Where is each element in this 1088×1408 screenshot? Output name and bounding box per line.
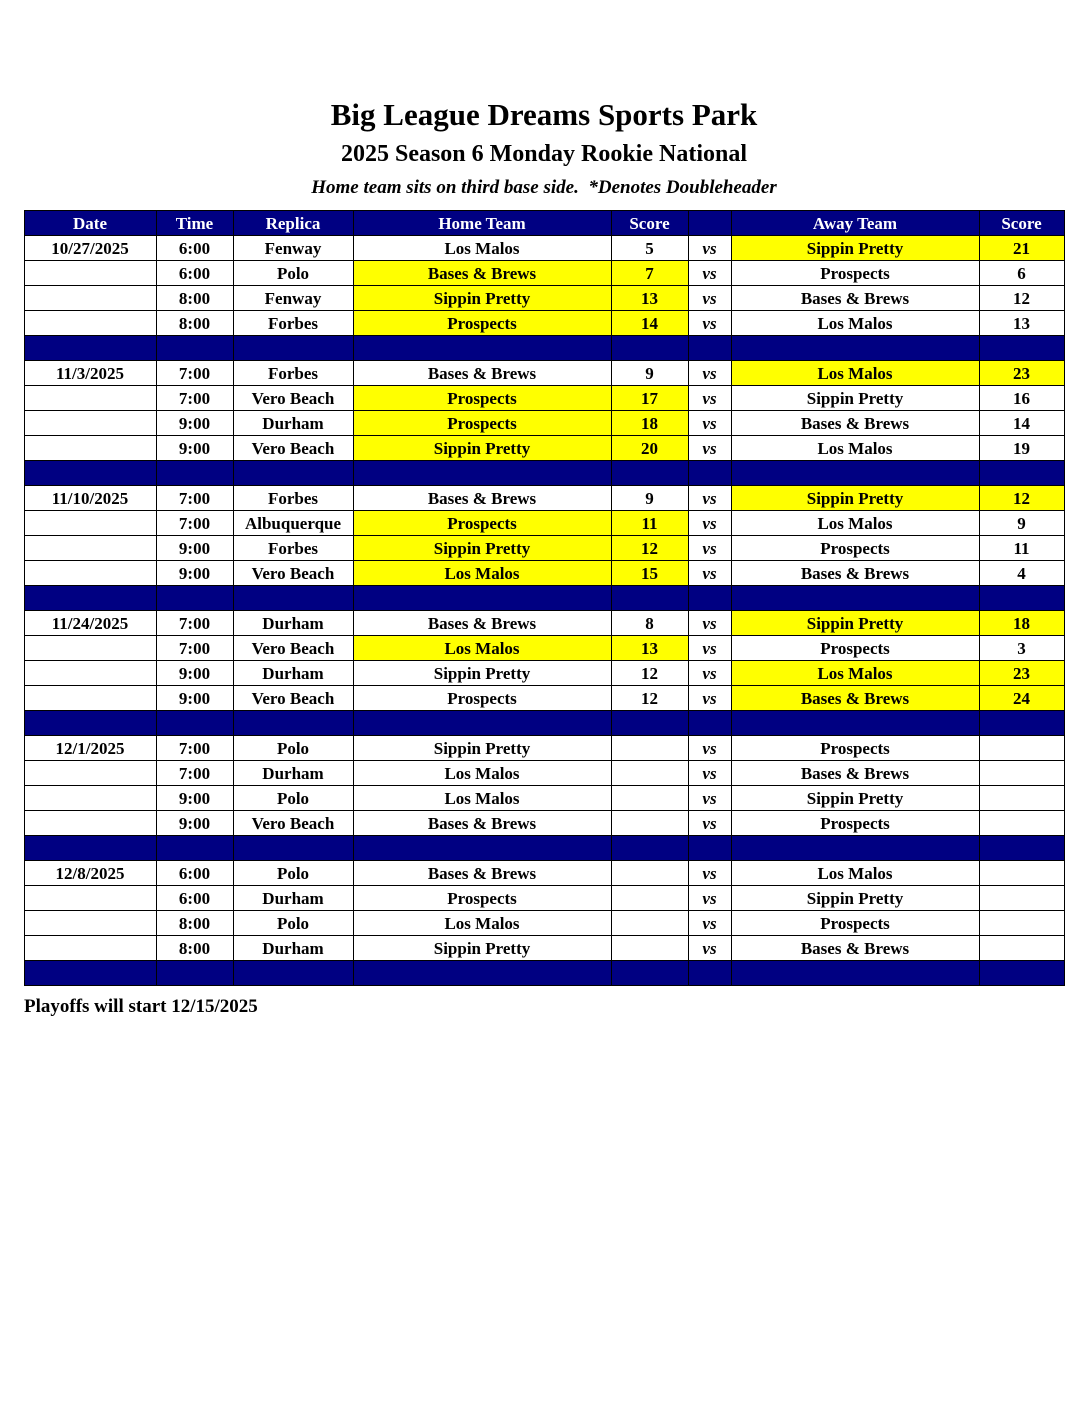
date-cell: 10/27/2025 (24, 236, 156, 261)
vs-cell: vs (688, 661, 731, 686)
separator-cell (731, 461, 979, 486)
separator-cell (611, 461, 688, 486)
separator-cell (611, 586, 688, 611)
date-cell (24, 686, 156, 711)
away-team-cell: Sippin Pretty (731, 886, 979, 911)
home-score-cell (611, 761, 688, 786)
home-team-cell: Prospects (353, 511, 611, 536)
replica-cell: Polo (233, 861, 353, 886)
time-cell: 8:00 (156, 286, 233, 311)
time-cell: 8:00 (156, 936, 233, 961)
date-cell (24, 286, 156, 311)
separator-cell (688, 711, 731, 736)
separator-cell (979, 461, 1064, 486)
replica-cell: Polo (233, 261, 353, 286)
home-team-cell: Bases & Brews (353, 486, 611, 511)
col-header-time: Time (156, 211, 233, 236)
page-title: Big League Dreams Sports Park (330, 97, 758, 132)
header-row (24, 211, 1064, 236)
game-row (24, 911, 1064, 936)
away-score-cell: 18 (979, 611, 1064, 636)
week-separator-row (24, 836, 1064, 861)
separator-cell (156, 711, 233, 736)
home-team-cell: Sippin Pretty (353, 286, 611, 311)
away-team-cell: Los Malos (731, 436, 979, 461)
replica-cell: Vero Beach (233, 636, 353, 661)
game-row (24, 661, 1064, 686)
separator-cell (611, 711, 688, 736)
away-score-cell: 9 (979, 511, 1064, 536)
game-row (24, 736, 1064, 761)
away-score-cell (979, 886, 1064, 911)
separator-cell (979, 836, 1064, 861)
time-cell: 6:00 (156, 861, 233, 886)
time-cell: 9:00 (156, 536, 233, 561)
col-header-vs (688, 211, 731, 236)
home-score-cell: 13 (611, 286, 688, 311)
separator-cell (353, 586, 611, 611)
away-team-cell: Bases & Brews (731, 561, 979, 586)
away-team-cell: Sippin Pretty (731, 786, 979, 811)
away-team-cell: Bases & Brews (731, 761, 979, 786)
replica-cell: Vero Beach (233, 436, 353, 461)
vs-cell: vs (688, 636, 731, 661)
home-score-cell: 7 (611, 261, 688, 286)
home-score-cell: 17 (611, 386, 688, 411)
vs-cell: vs (688, 486, 731, 511)
away-team-cell: Los Malos (731, 311, 979, 336)
home-team-cell: Los Malos (353, 761, 611, 786)
away-team-cell: Prospects (731, 811, 979, 836)
home-team-cell: Los Malos (353, 786, 611, 811)
col-header-away-team: Away Team (731, 211, 979, 236)
home-team-cell: Bases & Brews (353, 811, 611, 836)
date-cell (24, 761, 156, 786)
separator-cell (688, 586, 731, 611)
away-score-cell: 16 (979, 386, 1064, 411)
away-score-cell: 23 (979, 661, 1064, 686)
time-cell: 9:00 (156, 561, 233, 586)
time-cell: 7:00 (156, 761, 233, 786)
home-team-cell: Prospects (353, 411, 611, 436)
home-score-cell (611, 811, 688, 836)
week-separator-row (24, 711, 1064, 736)
game-row (24, 286, 1064, 311)
separator-cell (611, 836, 688, 861)
page-subtitle: 2025 Season 6 Monday Rookie National (340, 141, 748, 168)
date-cell: 11/10/2025 (24, 486, 156, 511)
game-row (24, 261, 1064, 286)
vs-cell: vs (688, 536, 731, 561)
home-team-cell: Bases & Brews (353, 261, 611, 286)
away-team-cell: Los Malos (731, 861, 979, 886)
time-cell: 7:00 (156, 486, 233, 511)
away-score-cell: 24 (979, 686, 1064, 711)
separator-cell (688, 461, 731, 486)
game-row (24, 511, 1064, 536)
date-cell (24, 561, 156, 586)
away-team-cell: Sippin Pretty (731, 611, 979, 636)
date-cell: 12/8/2025 (24, 861, 156, 886)
date-cell: 12/1/2025 (24, 736, 156, 761)
vs-cell: vs (688, 361, 731, 386)
replica-cell: Albuquerque (233, 511, 353, 536)
game-row (24, 686, 1064, 711)
separator-cell (233, 836, 353, 861)
time-cell: 7:00 (156, 736, 233, 761)
separator-cell (233, 711, 353, 736)
away-score-cell: 21 (979, 236, 1064, 261)
replica-cell: Vero Beach (233, 686, 353, 711)
separator-cell (353, 961, 611, 986)
game-row (24, 936, 1064, 961)
game-row (24, 311, 1064, 336)
away-team-cell: Bases & Brews (731, 411, 979, 436)
separator-cell (611, 961, 688, 986)
home-score-cell: 8 (611, 611, 688, 636)
away-team-cell: Los Malos (731, 661, 979, 686)
home-team-cell: Sippin Pretty (353, 436, 611, 461)
separator-cell (353, 836, 611, 861)
home-score-cell: 18 (611, 411, 688, 436)
away-score-cell (979, 786, 1064, 811)
away-team-cell: Prospects (731, 536, 979, 561)
home-team-cell: Los Malos (353, 911, 611, 936)
time-cell: 9:00 (156, 811, 233, 836)
home-team-cell: Sippin Pretty (353, 536, 611, 561)
home-team-cell: Prospects (353, 686, 611, 711)
away-score-cell: 23 (979, 361, 1064, 386)
away-score-cell: 11 (979, 536, 1064, 561)
replica-cell: Forbes (233, 361, 353, 386)
away-score-cell: 3 (979, 636, 1064, 661)
vs-cell: vs (688, 736, 731, 761)
home-team-cell: Bases & Brews (353, 361, 611, 386)
away-team-cell: Los Malos (731, 511, 979, 536)
date-cell (24, 786, 156, 811)
home-score-cell: 13 (611, 636, 688, 661)
separator-cell (24, 336, 156, 361)
separator-cell (979, 336, 1064, 361)
time-cell: 9:00 (156, 436, 233, 461)
home-score-cell (611, 786, 688, 811)
date-cell (24, 261, 156, 286)
separator-cell (24, 461, 156, 486)
home-score-cell (611, 936, 688, 961)
col-header-replica: Replica (233, 211, 353, 236)
away-score-cell: 4 (979, 561, 1064, 586)
vs-cell: vs (688, 861, 731, 886)
date-cell (24, 911, 156, 936)
replica-cell: Vero Beach (233, 561, 353, 586)
home-team-cell: Los Malos (353, 236, 611, 261)
vs-cell: vs (688, 261, 731, 286)
away-score-cell (979, 861, 1064, 886)
replica-cell: Durham (233, 611, 353, 636)
week-separator-row (24, 961, 1064, 986)
date-cell (24, 661, 156, 686)
replica-cell: Polo (233, 736, 353, 761)
separator-cell (979, 586, 1064, 611)
away-team-cell: Sippin Pretty (731, 386, 979, 411)
date-cell (24, 411, 156, 436)
away-score-cell: 14 (979, 411, 1064, 436)
replica-cell: Fenway (233, 236, 353, 261)
replica-cell: Durham (233, 411, 353, 436)
away-score-cell (979, 761, 1064, 786)
game-row (24, 361, 1064, 386)
vs-cell: vs (688, 911, 731, 936)
game-row (24, 561, 1064, 586)
home-team-cell: Bases & Brews (353, 611, 611, 636)
home-score-cell (611, 861, 688, 886)
time-cell: 9:00 (156, 686, 233, 711)
time-cell: 8:00 (156, 311, 233, 336)
home-team-cell: Prospects (353, 886, 611, 911)
home-score-cell: 12 (611, 661, 688, 686)
away-team-cell: Prospects (731, 636, 979, 661)
away-team-cell: Prospects (731, 261, 979, 286)
game-row (24, 761, 1064, 786)
col-header-date: Date (24, 211, 156, 236)
away-team-cell: Bases & Brews (731, 686, 979, 711)
home-score-cell: 20 (611, 436, 688, 461)
game-row (24, 886, 1064, 911)
home-score-cell: 14 (611, 311, 688, 336)
time-cell: 9:00 (156, 411, 233, 436)
time-cell: 7:00 (156, 511, 233, 536)
replica-cell: Forbes (233, 486, 353, 511)
vs-cell: vs (688, 236, 731, 261)
time-cell: 9:00 (156, 786, 233, 811)
separator-cell (979, 961, 1064, 986)
home-score-cell (611, 886, 688, 911)
time-cell: 7:00 (156, 611, 233, 636)
separator-cell (233, 336, 353, 361)
date-cell (24, 636, 156, 661)
separator-cell (688, 336, 731, 361)
game-row (24, 611, 1064, 636)
home-score-cell: 12 (611, 686, 688, 711)
away-score-cell: 6 (979, 261, 1064, 286)
separator-cell (24, 961, 156, 986)
home-team-cell: Sippin Pretty (353, 736, 611, 761)
separator-cell (156, 836, 233, 861)
date-cell: 11/24/2025 (24, 611, 156, 636)
vs-cell: vs (688, 286, 731, 311)
separator-cell (353, 461, 611, 486)
separator-cell (156, 961, 233, 986)
vs-cell: vs (688, 436, 731, 461)
home-team-cell: Prospects (353, 386, 611, 411)
separator-cell (979, 711, 1064, 736)
schedule-body (24, 236, 1064, 986)
separator-cell (24, 711, 156, 736)
home-score-cell: 15 (611, 561, 688, 586)
separator-cell (611, 336, 688, 361)
vs-cell: vs (688, 511, 731, 536)
separator-cell (731, 961, 979, 986)
vs-cell: vs (688, 886, 731, 911)
time-cell: 7:00 (156, 636, 233, 661)
separator-cell (24, 586, 156, 611)
away-team-cell: Sippin Pretty (731, 486, 979, 511)
away-score-cell (979, 936, 1064, 961)
replica-cell: Durham (233, 661, 353, 686)
replica-cell: Forbes (233, 311, 353, 336)
vs-cell: vs (688, 611, 731, 636)
separator-cell (233, 586, 353, 611)
week-separator-row (24, 461, 1064, 486)
game-row (24, 386, 1064, 411)
game-row (24, 786, 1064, 811)
week-separator-row (24, 586, 1064, 611)
vs-cell: vs (688, 561, 731, 586)
away-team-cell: Los Malos (731, 361, 979, 386)
vs-cell: vs (688, 311, 731, 336)
home-score-cell: 5 (611, 236, 688, 261)
home-score-cell: 12 (611, 536, 688, 561)
away-score-cell: 12 (979, 286, 1064, 311)
replica-cell: Fenway (233, 286, 353, 311)
home-team-note: Home team sits on third base side. *Denotes Doubleheader (311, 177, 777, 199)
separator-cell (24, 836, 156, 861)
date-cell (24, 386, 156, 411)
game-row (24, 861, 1064, 886)
game-row (24, 811, 1064, 836)
home-team-cell: Los Malos (353, 636, 611, 661)
date-cell (24, 811, 156, 836)
vs-cell: vs (688, 411, 731, 436)
separator-cell (688, 836, 731, 861)
vs-cell: vs (688, 761, 731, 786)
vs-cell: vs (688, 936, 731, 961)
col-header-away-score: Score (979, 211, 1064, 236)
schedule-table (24, 210, 1065, 986)
home-team-cell: Los Malos (353, 561, 611, 586)
time-cell: 7:00 (156, 361, 233, 386)
separator-cell (688, 961, 731, 986)
replica-cell: Polo (233, 911, 353, 936)
time-cell: 6:00 (156, 236, 233, 261)
vs-cell: vs (688, 386, 731, 411)
time-cell: 8:00 (156, 911, 233, 936)
replica-cell: Durham (233, 886, 353, 911)
separator-cell (731, 711, 979, 736)
time-cell: 7:00 (156, 386, 233, 411)
separator-cell (731, 336, 979, 361)
replica-cell: Polo (233, 786, 353, 811)
home-score-cell: 11 (611, 511, 688, 536)
separator-cell (156, 336, 233, 361)
playoffs-note: Playoffs will start 12/15/2025 (24, 996, 258, 1018)
away-team-cell: Prospects (731, 736, 979, 761)
week-separator-row (24, 336, 1064, 361)
game-row (24, 236, 1064, 261)
replica-cell: Durham (233, 761, 353, 786)
away-score-cell: 13 (979, 311, 1064, 336)
home-score-cell (611, 911, 688, 936)
date-cell: 11/3/2025 (24, 361, 156, 386)
home-team-cell: Sippin Pretty (353, 936, 611, 961)
game-row (24, 536, 1064, 561)
away-score-cell (979, 811, 1064, 836)
replica-cell: Vero Beach (233, 386, 353, 411)
away-team-cell: Bases & Brews (731, 286, 979, 311)
game-row (24, 636, 1064, 661)
away-score-cell (979, 736, 1064, 761)
separator-cell (156, 586, 233, 611)
date-cell (24, 886, 156, 911)
time-cell: 6:00 (156, 886, 233, 911)
date-cell (24, 936, 156, 961)
separator-cell (353, 336, 611, 361)
home-score-cell (611, 736, 688, 761)
away-score-cell: 19 (979, 436, 1064, 461)
home-score-cell: 9 (611, 486, 688, 511)
time-cell: 6:00 (156, 261, 233, 286)
vs-cell: vs (688, 811, 731, 836)
away-team-cell: Prospects (731, 911, 979, 936)
separator-cell (156, 461, 233, 486)
home-team-cell: Prospects (353, 311, 611, 336)
away-team-cell: Sippin Pretty (731, 236, 979, 261)
away-team-cell: Bases & Brews (731, 936, 979, 961)
separator-cell (233, 961, 353, 986)
date-cell (24, 436, 156, 461)
time-cell: 9:00 (156, 661, 233, 686)
separator-cell (353, 711, 611, 736)
replica-cell: Vero Beach (233, 811, 353, 836)
vs-cell: vs (688, 686, 731, 711)
col-header-home-team: Home Team (353, 211, 611, 236)
separator-cell (731, 836, 979, 861)
date-cell (24, 311, 156, 336)
date-cell (24, 511, 156, 536)
date-cell (24, 536, 156, 561)
home-team-cell: Sippin Pretty (353, 661, 611, 686)
home-score-cell: 9 (611, 361, 688, 386)
replica-cell: Forbes (233, 536, 353, 561)
vs-cell: vs (688, 786, 731, 811)
separator-cell (731, 586, 979, 611)
col-header-home-score: Score (611, 211, 688, 236)
home-team-cell: Bases & Brews (353, 861, 611, 886)
game-row (24, 411, 1064, 436)
game-row (24, 436, 1064, 461)
separator-cell (233, 461, 353, 486)
game-row (24, 486, 1064, 511)
away-score-cell (979, 911, 1064, 936)
replica-cell: Durham (233, 936, 353, 961)
away-score-cell: 12 (979, 486, 1064, 511)
